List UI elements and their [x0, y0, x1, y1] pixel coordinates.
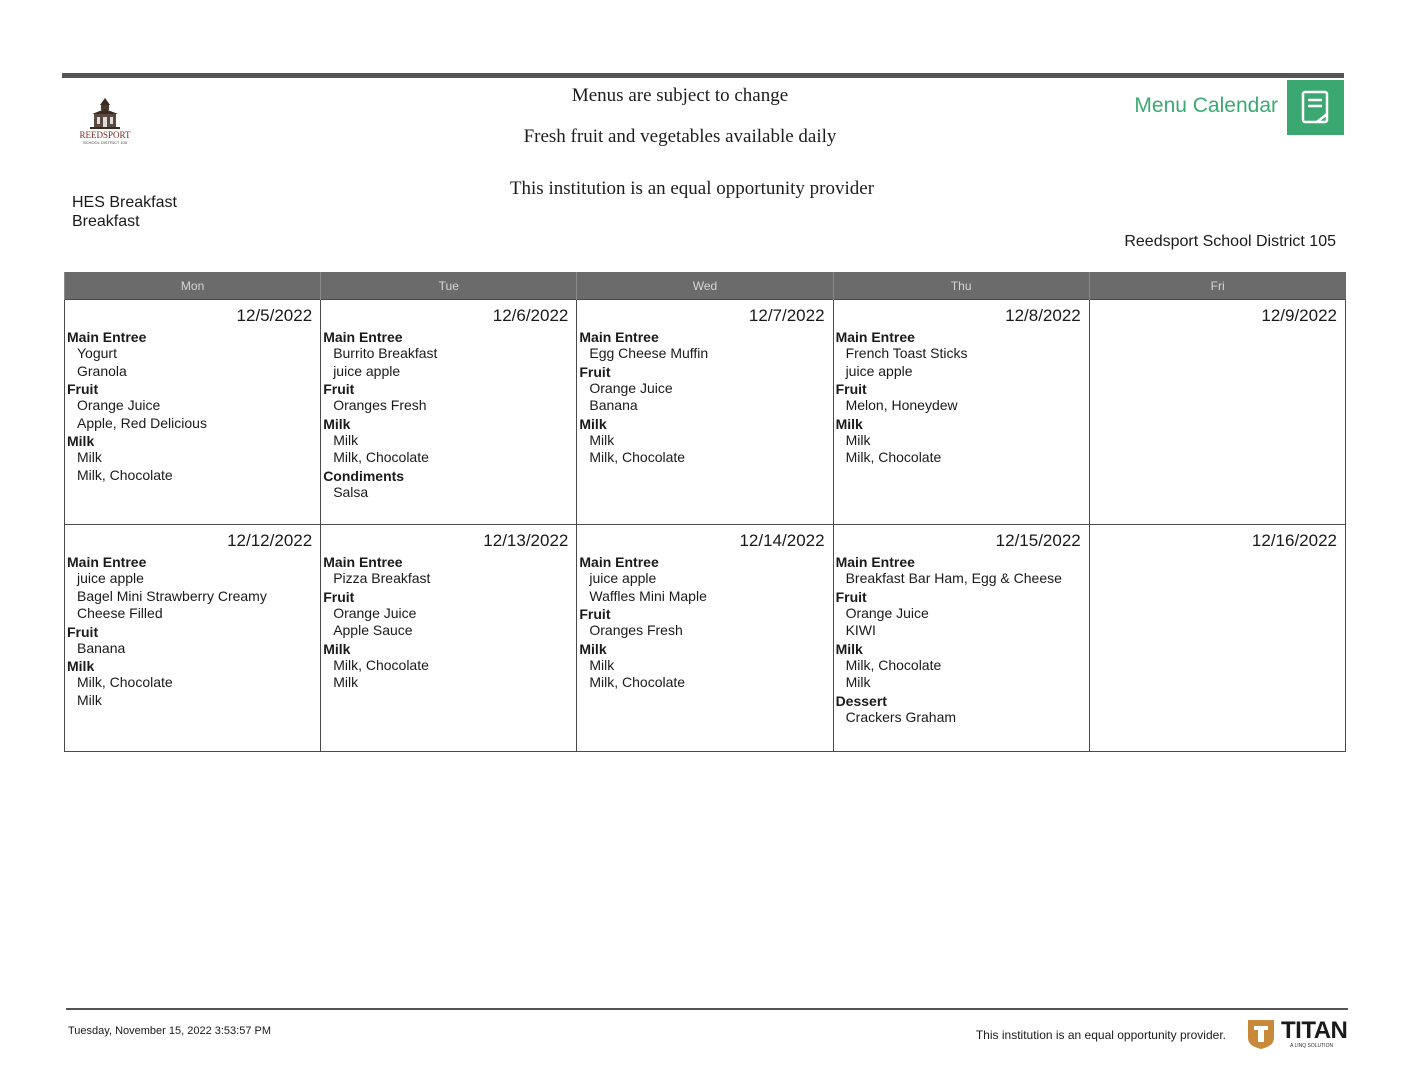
menu-section-title: Fruit	[835, 588, 867, 605]
menu-calendar-label: Menu Calendar	[1134, 94, 1278, 117]
menu-item: Oranges Fresh	[589, 622, 683, 638]
day-date: 12/15/2022	[995, 531, 1081, 550]
weekday-header: Thu	[833, 272, 1089, 300]
schoolhouse-logo-icon	[66, 96, 144, 144]
day-date: 12/9/2022	[1261, 306, 1337, 325]
day-cell	[577, 300, 833, 525]
notice-fresh-fruit: Fresh fruit and vegetables available daily	[523, 126, 837, 147]
menu-section-title: Milk	[835, 640, 863, 657]
menu-section-title: Milk	[579, 640, 607, 657]
menu-item: Salsa	[333, 483, 369, 500]
menu-item: Burrito Breakfast	[333, 345, 438, 361]
menu-item: Milk	[333, 431, 359, 448]
menu-item: Milk	[845, 431, 871, 448]
menu-item: juice apple	[77, 570, 144, 586]
menu-section-title: Main Entree	[67, 554, 147, 570]
menu-calendar-grid	[64, 272, 1346, 752]
notice-menus-change: Menus are subject to change	[571, 85, 789, 106]
weekday-header: Fri	[1089, 272, 1345, 300]
footer-equal-opportunity: This institution is an equal opportunity provider.	[975, 1028, 1226, 1042]
menu-item: French Toast Sticks	[845, 345, 968, 361]
logo-subtext: SCHOOL DISTRICT 105	[82, 140, 127, 145]
menu-item: Granola	[77, 362, 127, 379]
menu-section-title: Main Entree	[579, 329, 659, 345]
titan-wordmark: TITAN	[1281, 1017, 1348, 1044]
menu-item: Apple, Red Delicious	[77, 414, 207, 431]
menu-item: juice apple	[845, 362, 913, 379]
menu-section-title: Milk	[579, 415, 607, 432]
day-cell	[1089, 525, 1345, 752]
menu-calendar-icon	[1287, 80, 1344, 135]
menu-item: Pizza Breakfast	[333, 570, 431, 586]
menu-item: KIWI	[845, 622, 876, 638]
menu-item: Milk, Chocolate	[77, 674, 173, 690]
menu-item: Milk	[845, 674, 871, 690]
day-cell	[833, 300, 1089, 525]
menu-section-title: Main Entree	[835, 554, 915, 570]
menu-item: Orange Juice	[845, 604, 929, 621]
titan-tagline: A LINQ SOLUTION	[1290, 1043, 1334, 1049]
weekday-header-row	[65, 272, 1346, 300]
menu-section-title: Main Entree	[323, 554, 403, 570]
day-date: 12/8/2022	[1005, 306, 1081, 325]
day-date: 12/6/2022	[492, 306, 569, 325]
menu-section-title: Condiments	[323, 467, 405, 484]
menu-section-title: Main Entree	[67, 329, 147, 345]
menu-section-title: Fruit	[579, 606, 611, 622]
menu-section-title: Dessert	[835, 692, 887, 709]
menu-section-title: Milk	[835, 415, 863, 432]
menu-item: Orange Juice	[333, 604, 417, 621]
menu-section-title: Milk	[67, 433, 95, 449]
menu-item: Banana	[589, 397, 638, 413]
menu-item: Milk, Chocolate	[77, 466, 173, 483]
menu-item: Breakfast Bar Ham, Egg & Cheese	[845, 570, 1062, 586]
day-cell	[65, 525, 321, 752]
menu-item: Bagel Mini Strawberry Creamy Cheese Filled	[77, 587, 267, 621]
day-cell	[833, 525, 1089, 752]
menu-section-title: Fruit	[67, 623, 99, 640]
menu-item: Orange Juice	[589, 379, 673, 396]
district-logo	[66, 96, 144, 152]
menu-section-title: Fruit	[579, 363, 611, 380]
menu-section-title: Main Entree	[835, 329, 915, 345]
weekday-header: Tue	[321, 272, 577, 300]
menu-section-title: Fruit	[835, 381, 867, 397]
menu-item: Milk, Chocolate	[589, 674, 686, 690]
menu-item: Milk, Chocolate	[589, 449, 686, 465]
menu-item: Milk	[333, 674, 359, 690]
day-date: 12/14/2022	[739, 531, 825, 550]
day-cell	[65, 300, 321, 525]
menu-item: Milk	[589, 431, 615, 448]
menu-section-title: Main Entree	[323, 329, 403, 345]
menu-item: Milk	[77, 691, 102, 708]
menu-item: Egg Cheese Muffin	[589, 345, 709, 361]
weekday-header: Wed	[577, 272, 833, 300]
day-date: 12/16/2022	[1251, 531, 1337, 550]
menu-item: Crackers Graham	[845, 708, 957, 725]
menu-item: Milk, Chocolate	[845, 449, 942, 465]
menu-section-title: Milk	[67, 658, 95, 674]
day-date: 12/13/2022	[483, 531, 569, 550]
menu-section-title: Fruit	[323, 588, 355, 605]
district-name: Reedsport School District 105	[1124, 233, 1336, 250]
day-date: 12/12/2022	[227, 531, 313, 550]
menu-section-title: Fruit	[67, 381, 99, 397]
menu-item: Apple Sauce	[333, 622, 413, 638]
footer-rule	[66, 1008, 1348, 1010]
day-cell	[577, 525, 833, 752]
day-cell	[321, 525, 577, 752]
day-date: 12/5/2022	[236, 306, 313, 325]
menu-item: Milk	[589, 656, 615, 673]
menu-item: Oranges Fresh	[333, 397, 427, 413]
menu-item: Milk, Chocolate	[845, 656, 942, 673]
day-date: 12/7/2022	[748, 306, 825, 325]
menu-item: juice apple	[333, 362, 401, 379]
menu-item: Banana	[77, 639, 126, 656]
print-timestamp: Tuesday, November 15, 2022 3:53:57 PM	[68, 1025, 272, 1037]
menu-type: Breakfast	[72, 213, 140, 230]
menu-section-title: Main Entree	[579, 554, 659, 570]
menu-section-title: Fruit	[323, 381, 355, 397]
menu-item: Milk, Chocolate	[333, 656, 429, 673]
logo-wordmark: REEDSPORT	[79, 130, 131, 140]
top-rule	[62, 73, 1344, 78]
menu-item: Melon, Honeydew	[845, 397, 958, 413]
weekday-header: Mon	[65, 272, 321, 300]
day-cell	[1089, 300, 1345, 525]
day-cell	[321, 300, 577, 525]
titan-shield-icon	[1246, 1018, 1276, 1050]
notice-equal-opportunity: This institution is an equal opportunity provider	[509, 178, 875, 199]
menu-name: HES Breakfast	[72, 194, 177, 211]
week-row	[65, 525, 1346, 752]
menu-item: Yogurt	[77, 345, 117, 361]
menu-section-title: Milk	[323, 415, 351, 432]
menu-item: Milk	[77, 449, 102, 465]
week-row	[65, 300, 1346, 525]
menu-item: Orange Juice	[77, 397, 161, 413]
menu-item: Milk, Chocolate	[333, 449, 429, 465]
menu-item: Waffles Mini Maple	[589, 587, 707, 604]
menu-item: juice apple	[589, 570, 657, 586]
menu-section-title: Milk	[323, 640, 351, 657]
